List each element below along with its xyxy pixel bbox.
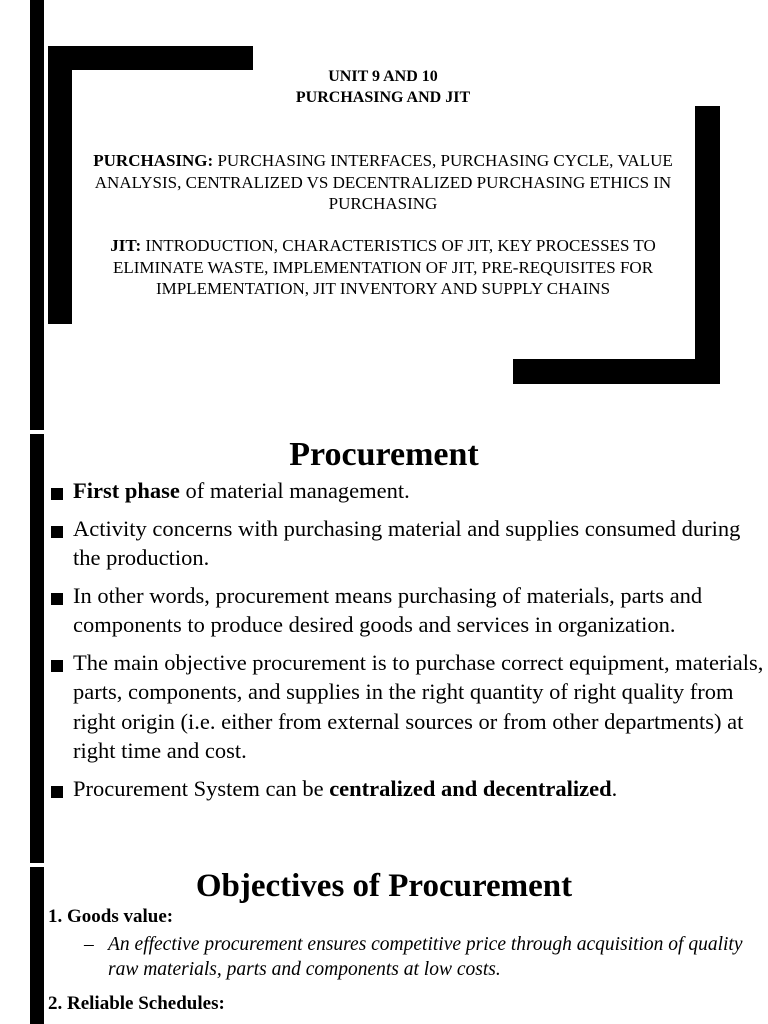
list-item (48, 514, 768, 573)
list-item (48, 774, 768, 804)
bullet-5-pre: Procurement System can be (73, 775, 330, 801)
jit-label: JIT: (110, 236, 142, 255)
procurement-heading: Procurement (289, 436, 479, 473)
slide-title (96, 66, 670, 108)
bullet-5-bold: centralized and decentralized (329, 775, 612, 801)
purchasing-text: PURCHASING INTERFACES, PURCHASING CYCLE, VALUE ANALYSIS, CENTRALIZED VS DECENTRALIZED PURCHASING ETHICS IN PURCHASING (94, 151, 673, 213)
bullet-5-post: . (611, 775, 618, 801)
bottom-right-bracket-horizontal (513, 359, 720, 384)
square-bullet-icon (51, 526, 63, 538)
purchasing-label: PURCHASING: (93, 151, 214, 170)
square-bullet-icon (51, 786, 63, 798)
title-line-2: PURCHASING AND JIT (295, 89, 471, 106)
objectives-heading: Objectives of Procurement (195, 868, 573, 904)
square-bullet-icon (51, 593, 63, 605)
objective-2-heading: 2. Reliable Schedules: (48, 993, 225, 1014)
bullet-3-text: In other words, procurement means purchasing of materials, parts and components to produce desired goods and services in organization. (73, 582, 703, 637)
title-line-1: UNIT 9 AND 10 (328, 68, 438, 85)
bullet-4-text: The main objective procurement is to purchase correct equipment, materials, parts, components, and supplies in the right quantity of right quality from right origin (i.e. either from external sources or from other departments) at right time and cost. (73, 649, 764, 763)
procurement-bullet-list (48, 476, 768, 811)
square-bullet-icon (51, 488, 63, 500)
top-left-bracket-vertical (48, 46, 72, 324)
bottom-right-bracket-vertical (695, 106, 720, 384)
jit-text: INTRODUCTION, CHARACTERISTICS OF JIT, KEY PROCESSES TO ELIMINATE WASTE, IMPLEMENTATION OF JIT, PRE-REQUISITES FOR IMPLEMENTATION, JIT INVENTORY AND SUPPLY CHAINS (112, 236, 656, 298)
list-item (48, 648, 768, 766)
bullet-2-text: Activity concerns with purchasing material and supplies consumed during the production. (73, 515, 741, 570)
list-item (48, 581, 768, 640)
bullet-1-bold: First phase (73, 478, 180, 503)
slide-separator (30, 430, 44, 434)
purchasing-topics (80, 150, 686, 215)
jit-topics (80, 235, 686, 300)
dash-bullet: – (84, 934, 94, 955)
square-bullet-icon (51, 660, 63, 672)
objective-1-detail (84, 932, 760, 982)
objective-1-heading: 1. Goods value: (48, 906, 174, 927)
bullet-1-text: of material management. (179, 478, 410, 503)
objective-1-text: An effective procurement ensures competitive price through acquisition of quality raw materials, parts and components at low costs. (108, 934, 743, 980)
list-item (48, 476, 768, 506)
